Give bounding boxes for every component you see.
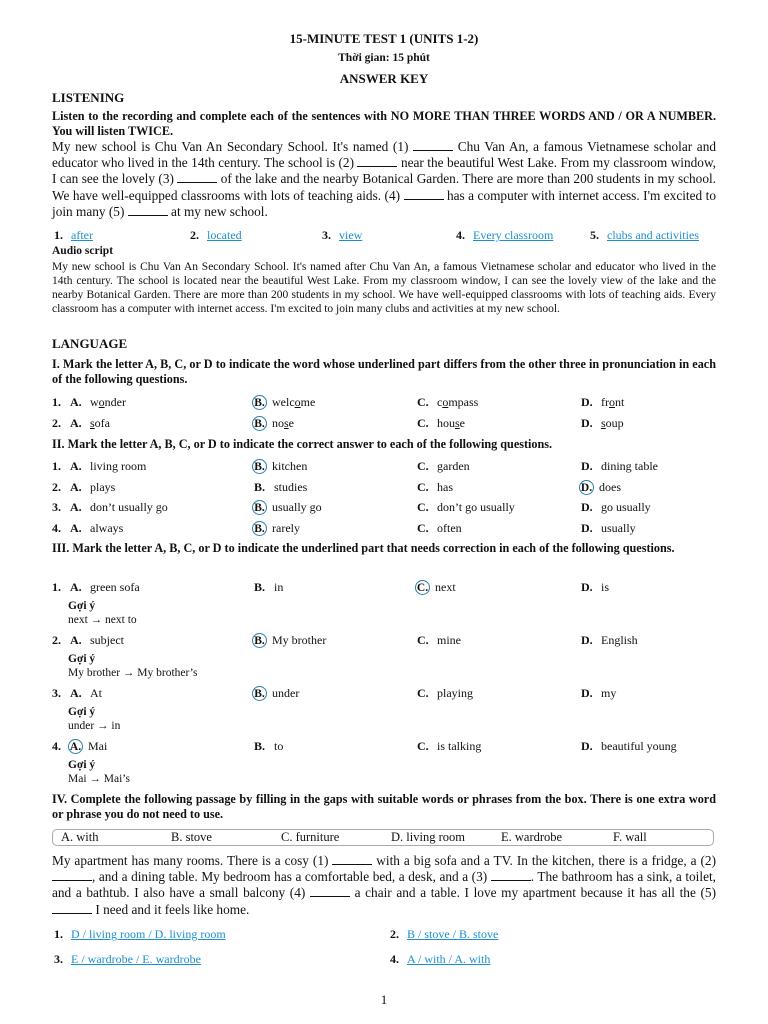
answer-circle: D. xyxy=(580,482,593,494)
question-row xyxy=(52,395,716,411)
blank-1 xyxy=(332,853,372,865)
hint-text: under → in xyxy=(68,719,121,732)
option-text: plays xyxy=(90,480,116,494)
option-letter: D. xyxy=(581,395,593,409)
option-d[interactable] xyxy=(581,416,624,431)
option-text: often xyxy=(437,521,462,535)
option-text: usually go xyxy=(272,500,322,514)
option-letter: D. xyxy=(581,521,593,535)
listening-instruction: Listen to the recording and complete each of the sentences with NO MORE THAN THREE WORDS AND / OR A NUMBER. You will listen TWICE. xyxy=(52,109,716,138)
option-text: Mai xyxy=(88,739,108,753)
answer-link[interactable]: located xyxy=(207,228,242,242)
answer-number: 2. xyxy=(390,927,399,941)
answer-circle: A. xyxy=(69,741,82,753)
option-letter: D. xyxy=(581,633,593,647)
option-c[interactable] xyxy=(417,633,461,648)
answer-link[interactable]: view xyxy=(339,228,363,242)
option-letter: C. xyxy=(417,416,429,430)
option-c[interactable] xyxy=(417,521,462,536)
option-text: sofa xyxy=(90,416,110,430)
hint-text: next → next to xyxy=(68,613,137,626)
blank-4 xyxy=(310,885,350,897)
question-row xyxy=(52,480,716,496)
option-b[interactable] xyxy=(254,459,307,474)
option-c[interactable] xyxy=(417,739,481,754)
option-letter: C. xyxy=(417,633,429,647)
word-box-item: E. wardrobe xyxy=(501,830,563,844)
option-a[interactable] xyxy=(70,459,146,474)
answer-link[interactable]: D / living room / D. living room xyxy=(71,927,226,941)
option-d[interactable] xyxy=(581,580,609,595)
hint-text: My brother → My brother’s xyxy=(68,666,198,679)
blank-2 xyxy=(357,155,397,167)
option-text: English xyxy=(601,633,638,647)
answer-circle: B. xyxy=(252,633,267,648)
option-c[interactable] xyxy=(417,459,470,474)
option-text: playing xyxy=(437,686,473,700)
question-row xyxy=(52,633,716,649)
blank-3 xyxy=(177,171,217,183)
option-letter: A. xyxy=(70,500,82,514)
option-d[interactable] xyxy=(581,521,636,536)
option-text: kitchen xyxy=(272,459,308,473)
option-b[interactable] xyxy=(254,686,299,701)
question-number: 3. xyxy=(52,500,61,514)
blank-4 xyxy=(404,188,444,200)
option-text: My brother xyxy=(272,633,327,647)
answer-key-label: ANSWER KEY xyxy=(339,71,429,86)
answer-circle: B. xyxy=(252,521,267,536)
answer-number: 1. xyxy=(54,927,63,941)
option-letter: D. xyxy=(581,739,593,753)
option-letter: A. xyxy=(70,521,82,535)
option-c[interactable] xyxy=(417,500,515,515)
answer-number: 3. xyxy=(54,952,63,966)
question-number: 1. xyxy=(52,459,61,473)
option-letter: B. xyxy=(254,480,266,494)
answer-circle: C. xyxy=(416,582,429,594)
option-b[interactable] xyxy=(254,395,315,410)
option-text: wonder xyxy=(90,395,126,409)
listening-answer-2 xyxy=(190,228,242,243)
answer-number: 4. xyxy=(456,228,465,242)
option-letter: A. xyxy=(70,395,82,409)
option-text: garden xyxy=(437,459,470,473)
listening-passage: My new school is Chu Van An Secondary School. It's named (1) Chu Van An, a famous Vietnamese scholar and educator who lived in the 14th century. The school is (2) near the beautiful West Lake. From my classroom window, I can see the lovely (3) of the lake and the nearby Botanical Garden. There are more than 200 students in my school. We have well-equipped classrooms with lots of teaching aids. (4) has a computer with internet access. I'm excited to join many (5) at my new school. xyxy=(52,139,717,219)
audio-script: My new school is Chu Van An Secondary School. It's named after Chu Van An, a famous Vietnamese scholar and educator who lived in the 14th century. The school is located near the beautiful West Lake. From my classroom window, I can see the lovely view of the lake and the nearby Botanical Garden. There are more than 200 students in my school. We have well-equipped classrooms with lots of teaching aids. Every classroom has a computer with internet access. I'm excited to join many clubs and activities at my new school. xyxy=(52,261,716,315)
option-a[interactable] xyxy=(70,416,110,431)
answer-circle: B. xyxy=(252,686,267,701)
part4-answer-3 xyxy=(54,952,201,967)
hint-block xyxy=(68,653,197,680)
hint-block xyxy=(68,706,120,733)
listening-answer-1 xyxy=(54,228,93,243)
question-row xyxy=(52,416,716,432)
option-b[interactable] xyxy=(254,521,300,536)
option-text: subject xyxy=(90,633,124,647)
option-letter: D. xyxy=(581,580,593,594)
option-letter: D. xyxy=(581,416,593,430)
option-c[interactable] xyxy=(417,686,473,701)
option-letter: C. xyxy=(417,521,429,535)
option-letter: B. xyxy=(254,580,266,594)
option-text: studies xyxy=(274,480,308,494)
question-number: 2. xyxy=(52,416,61,430)
answer-number: 4. xyxy=(390,952,399,966)
answer-number: 3. xyxy=(322,228,331,242)
word-box-item: C. furniture xyxy=(281,830,340,844)
option-letter: C. xyxy=(417,739,429,753)
answer-number: 5. xyxy=(590,228,599,242)
option-text: nose xyxy=(272,416,294,430)
option-text: don’t usually go xyxy=(90,500,168,514)
part4-answer-4 xyxy=(390,952,490,967)
option-text: don’t go usually xyxy=(437,500,515,514)
question-row xyxy=(52,500,716,516)
option-letter: A. xyxy=(70,580,82,594)
listening-answer-5 xyxy=(590,228,699,243)
option-letter: A. xyxy=(70,459,82,473)
option-text: is talking xyxy=(437,739,482,753)
listening-heading: LISTENING xyxy=(52,90,125,105)
question-number: 4. xyxy=(52,521,61,535)
word-box-item: A. with xyxy=(61,830,99,844)
word-box xyxy=(52,829,714,846)
answer-number: 2. xyxy=(190,228,199,242)
hint-label: Gợi ý xyxy=(68,706,96,718)
option-d[interactable] xyxy=(581,480,621,495)
option-text: green sofa xyxy=(90,580,140,594)
option-a[interactable] xyxy=(70,580,140,595)
part4-answer-1 xyxy=(54,927,226,942)
answer-link[interactable]: clubs and activities xyxy=(607,228,699,242)
answer-number: 1. xyxy=(54,228,63,242)
option-d[interactable] xyxy=(581,739,677,754)
option-d[interactable] xyxy=(581,686,616,701)
answer-link[interactable]: B / stove / B. stove xyxy=(407,927,499,941)
hint-label: Gợi ý xyxy=(68,600,96,612)
question-row xyxy=(52,686,716,702)
question-row xyxy=(52,521,716,537)
option-text: always xyxy=(90,521,124,535)
option-text: compass xyxy=(437,395,479,409)
option-text: does xyxy=(599,480,621,494)
language-heading: LANGUAGE xyxy=(52,336,128,351)
listening-answer-3 xyxy=(322,228,362,243)
option-b[interactable] xyxy=(254,480,307,495)
option-text: in xyxy=(274,580,284,594)
option-b[interactable] xyxy=(254,633,326,648)
option-text: dining table xyxy=(601,459,658,473)
option-a[interactable] xyxy=(70,395,126,410)
option-a[interactable] xyxy=(70,521,123,536)
option-text: soup xyxy=(601,416,624,430)
option-text: front xyxy=(601,395,625,409)
option-letter: A. xyxy=(70,686,82,700)
question-number: 2. xyxy=(52,633,61,647)
option-text: my xyxy=(601,686,617,700)
page-title: 15-MINUTE TEST 1 (UNITS 1-2) xyxy=(289,31,479,46)
answer-link[interactable]: Every classroom xyxy=(473,228,554,242)
question-row xyxy=(52,459,716,475)
hint-block xyxy=(68,600,137,627)
option-text: to xyxy=(274,739,284,753)
blank-5 xyxy=(128,204,168,216)
option-text: beautiful young xyxy=(601,739,677,753)
option-a[interactable] xyxy=(70,480,115,495)
question-number: 1. xyxy=(52,580,61,594)
part2-instruction: II. Mark the letter A, B, C, or D to indicate the correct answer to each of the following questions. xyxy=(52,437,553,451)
option-a[interactable] xyxy=(70,686,102,701)
answer-circle: B. xyxy=(252,395,267,410)
option-b[interactable] xyxy=(254,416,294,431)
page-number: 1 xyxy=(380,992,388,1007)
question-number: 1. xyxy=(52,395,61,409)
question-number: 3. xyxy=(52,686,61,700)
option-letter: A. xyxy=(70,633,82,647)
hint-text: Mai → Mai’s xyxy=(68,772,130,785)
question-number: 2. xyxy=(52,480,61,494)
option-d[interactable] xyxy=(581,500,651,515)
option-letter: B. xyxy=(254,739,266,753)
option-d[interactable] xyxy=(581,633,638,648)
option-letter: D. xyxy=(581,686,593,700)
option-letter: C. xyxy=(417,395,429,409)
part4-answer-2 xyxy=(390,927,498,942)
option-letter: C. xyxy=(417,459,429,473)
option-c[interactable] xyxy=(417,480,453,495)
option-letter: C. xyxy=(417,480,429,494)
option-text: living room xyxy=(90,459,147,473)
option-text: usually xyxy=(601,521,636,535)
option-letter: C. xyxy=(417,500,429,514)
option-text: At xyxy=(90,686,102,700)
blank-5 xyxy=(52,902,92,914)
hint-label: Gợi ý xyxy=(68,653,96,665)
hint-label: Gợi ý xyxy=(68,759,96,771)
blank-2 xyxy=(52,869,92,881)
question-number: 4. xyxy=(52,739,61,753)
option-text: next xyxy=(435,580,456,594)
answer-circle: B. xyxy=(252,500,267,515)
part4-instruction: IV. Complete the following passage by filling in the gaps with suitable words or phrases from the box. There is one extra word or phrase you do not need to use. xyxy=(52,792,716,821)
answer-link[interactable]: after xyxy=(71,228,93,242)
option-letter: C. xyxy=(417,686,429,700)
blank-1 xyxy=(413,139,453,151)
option-d[interactable] xyxy=(581,459,658,474)
word-box-item: D. living room xyxy=(391,830,465,844)
answer-link[interactable]: A / with / A. with xyxy=(407,952,491,966)
option-b[interactable] xyxy=(254,739,283,754)
option-text: mine xyxy=(437,633,461,647)
question-row xyxy=(52,739,716,755)
answer-circle: B. xyxy=(252,459,267,474)
word-box-item: F. wall xyxy=(613,830,647,844)
option-b[interactable] xyxy=(254,580,283,595)
listening-answer-4 xyxy=(456,228,553,243)
option-a[interactable] xyxy=(70,500,168,515)
option-text: rarely xyxy=(272,521,300,535)
answer-link[interactable]: E / wardrobe / E. wardrobe xyxy=(71,952,201,966)
option-text: go usually xyxy=(601,500,651,514)
option-letter: D. xyxy=(581,500,593,514)
option-text: has xyxy=(437,480,453,494)
option-text: house xyxy=(437,416,465,430)
option-text: under xyxy=(272,686,300,700)
option-letter: D. xyxy=(581,459,593,473)
option-letter: A. xyxy=(70,416,82,430)
part1-instruction: I. Mark the letter A, B, C, or D to indicate the word whose underlined part differs from the other three in pronunciation in each of the following questions. xyxy=(52,357,716,386)
blank-3 xyxy=(491,869,531,881)
part4-passage: My apartment has many rooms. There is a cosy (1) with a big sofa and a TV. In the kitchen, there is a fridge, a (2) , and a dining table. My bedroom has a comfortable bed, a desk, and a (3) . The bathroom has a sink, a toilet, and a bathtub. I also have a small balcony (4) a chair and a table. I love my apartment because it has all the (5) I need and it feels like home. xyxy=(52,853,717,917)
question-row xyxy=(52,580,716,596)
option-b[interactable] xyxy=(254,500,322,515)
word-box-item: B. stove xyxy=(171,830,212,844)
option-a[interactable] xyxy=(70,633,124,648)
part3-instruction: III. Mark the letter A, B, C, or D to indicate the underlined part that needs correction in each of the following questions. xyxy=(52,541,675,555)
option-letter: A. xyxy=(70,480,82,494)
option-d[interactable] xyxy=(581,395,624,410)
option-text: is xyxy=(601,580,610,594)
answer-circle: B. xyxy=(252,416,267,431)
option-c[interactable] xyxy=(417,416,465,431)
hint-block xyxy=(68,759,130,786)
option-a[interactable] xyxy=(70,739,107,754)
option-c[interactable] xyxy=(417,580,456,595)
audio-script-heading: Audio script xyxy=(52,245,114,257)
option-c[interactable] xyxy=(417,395,478,410)
time-limit: Thời gian: 15 phút xyxy=(338,52,430,64)
option-text: welcome xyxy=(272,395,316,409)
